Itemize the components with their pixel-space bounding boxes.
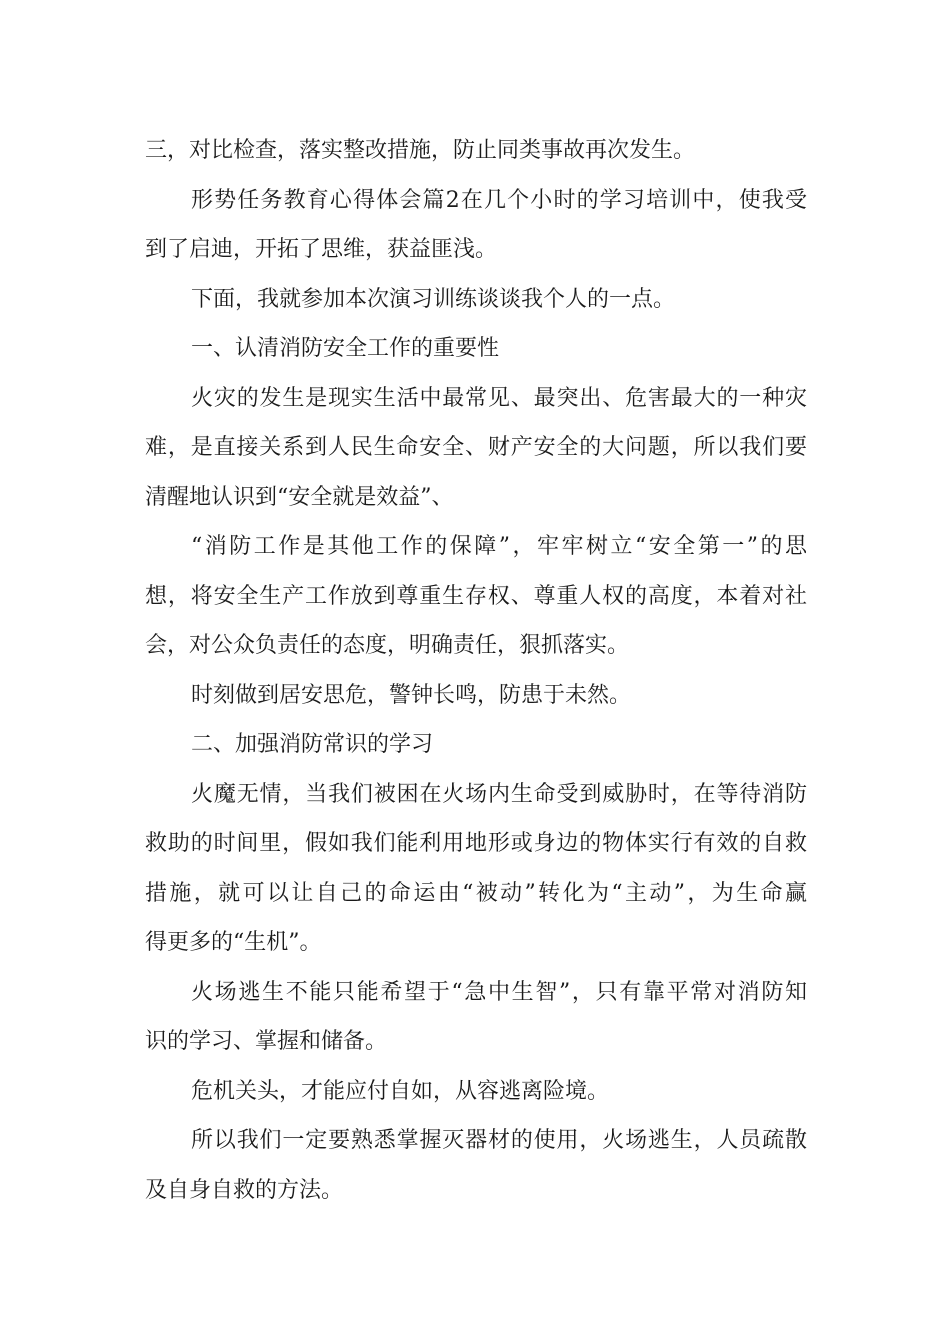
text-line: 二、加强消防常识的学习 [191,732,434,757]
text-line: 识的学习、掌握和储备。 [145,1029,388,1054]
text-line: 危机关头，才能应付自如，从容逃离险境。 [191,1078,610,1104]
text-line: 火灾的发生是现实生活中最常见、最突出、危害最大的一种灾 [191,385,807,411]
text-line: “消防工作是其他工作的保障”，牢牢树立“安全第一”的思 [191,534,807,559]
text-line: 三，对比检查，落实整改措施，防止同类事故再次发生。 [145,138,696,163]
text-line: 想，将安全生产工作放到尊重生存权、尊重人权的高度，本着对社 [145,583,807,609]
text-line: 一、认清消防安全工作的重要性 [191,336,500,361]
text-line: 清醒地认识到“安全就是效益”、 [145,484,454,510]
text-line: 所以我们一定要熟悉掌握灭器材的使用，火场逃生，人员疏散 [191,1128,807,1153]
text-line: 火魔无情，当我们被困在火场内生命受到威胁时，在等待消防 [191,781,807,807]
text-line: 得更多的“生机”。 [145,930,322,955]
text-line: 难，是直接关系到人民生命安全、财产安全的大问题，所以我们要 [145,435,807,460]
text-line: 到了启迪，开拓了思维，获益匪浅。 [145,237,498,262]
body-text [145,126,807,1215]
text-line: 救助的时间里，假如我们能利用地形或身边的物体实行有效的自救 [145,831,807,856]
text-line: 形势任务教育心得体会篇2在几个小时的学习培训中，使我受 [191,187,807,213]
text-line: 会，对公众负责任的态度，明确责任，狠抓落实。 [145,633,630,658]
text-line: 及自身自救的方法。 [145,1177,344,1203]
text-line: 火场逃生不能只能希望于“急中生智”，只有靠平常对消防知 [191,979,807,1005]
text-line: 下面，我就参加本次演习训练谈谈我个人的一点。 [191,286,676,312]
text-line: 时刻做到居安思危，警钟长鸣，防患于未然。 [191,682,632,708]
text-line: 措施，就可以让自己的命运由“被动”转化为“主动”，为生命赢 [145,880,807,906]
